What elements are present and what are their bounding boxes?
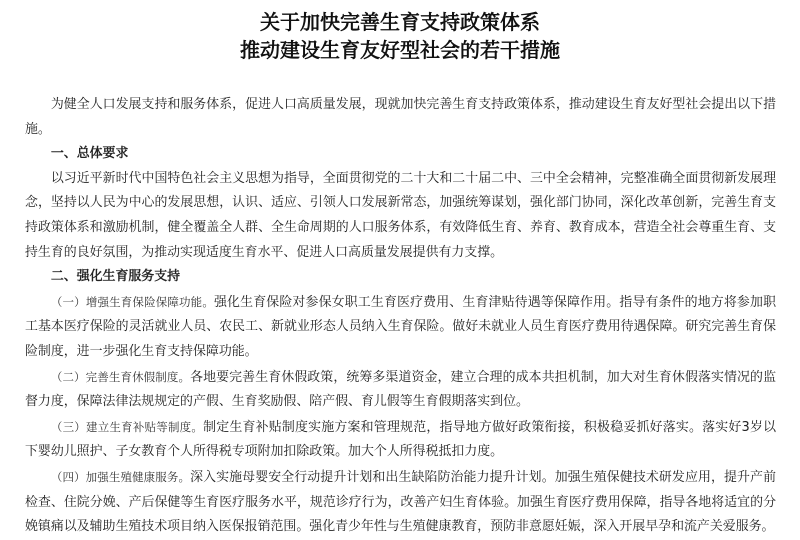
section-paragraph: 以习近平新时代中国特色社会主义思想为指导，全面贯彻党的二十大和二十届二中、三中全会精神，完整准确全面贯彻新发展理念，坚持以人民为中心的发展思想，认识、适应、引领人口发展新常态，加强统筹谋划，强化部门协同，深化改革创新，完善生育支持政策体系和激励机制，健全覆盖全人群、全生命周期的人口服务体系，有效降低生育、养育、教育成本，营造全社会尊重生育、支持生育的良好氛围，为推动实现适度生育水平、促进人口高质量发展提供有力支撑。 bbox=[25, 170, 776, 260]
document-title-line2: 推动建设生育友好型社会的若干措施 bbox=[240, 38, 560, 62]
subsection-label: （一）增强生育保险保障功能。 bbox=[50, 294, 214, 309]
subsection-label: （三）建立生育补贴等制度。 bbox=[50, 419, 204, 434]
document-title-line1: 关于加快完善生育支持政策体系 bbox=[260, 10, 540, 34]
subsection-paragraph bbox=[25, 415, 776, 465]
section-heading: 二、强化生育服务支持 bbox=[50, 269, 181, 285]
document-body bbox=[25, 93, 776, 540]
subsection-paragraph bbox=[25, 465, 776, 540]
subsection-label: （二）完善生育休假制度。 bbox=[50, 369, 191, 384]
subsection-paragraph bbox=[25, 365, 776, 415]
intro-paragraph: 为健全人口发展支持和服务体系，促进人口高质量发展，现就加快完善生育支持政策体系，推动建设生育友好型社会提出以下措施。 bbox=[25, 97, 776, 137]
section-heading: 一、总体要求 bbox=[50, 146, 129, 162]
subsection-text: 各地要完善生育休假政策，统筹多渠道资金，建立合理的成本共担机制，加大对生育休假落实情况的监督力度，保障法律法规规定的产假、生育奖励假、陪产假、育儿假等生育假期落实到位。 bbox=[25, 369, 777, 410]
subsection-text: 制定生育补贴制度实施方案和管理规范，指导地方做好政策衔接，积极稳妥抓好落实。落实好3岁以下婴幼儿照护、子女教育个人所得税专项附加扣除政策。加大个人所得税抵扣力度。 bbox=[25, 419, 776, 460]
subsection-text: 深入实施母婴安全行动提升计划和出生缺陷防治能力提升计划。加强生殖保健技术研发应用，提升产前检查、住院分娩、产后保健等生育医疗服务水平，规范诊疗行为，改善产妇生育体验。加强生育医疗费用保障，指导各地将适宜的分娩镇痛以及辅助生殖技术项目纳入医保报销范围。强化青少年性与生殖健康教育，预防非意愿妊娠，深入开展早孕和流产关爱服务。 bbox=[25, 469, 777, 535]
subsection-text: 强化生育保险对参保女职工生育医疗费用、生育津贴待遇等保障作用。指导有条件的地方将参加职工基本医疗保险的灵活就业人员、农民工、新就业形态人员纳入生育保险。做好未就业人员生育医疗费用待遇保障。研究完善生育保险制度，进一步强化生育支持保障功能。 bbox=[25, 294, 776, 359]
subsection-label: （四）加强生殖健康服务。 bbox=[50, 469, 191, 484]
subsection-paragraph bbox=[25, 290, 776, 365]
